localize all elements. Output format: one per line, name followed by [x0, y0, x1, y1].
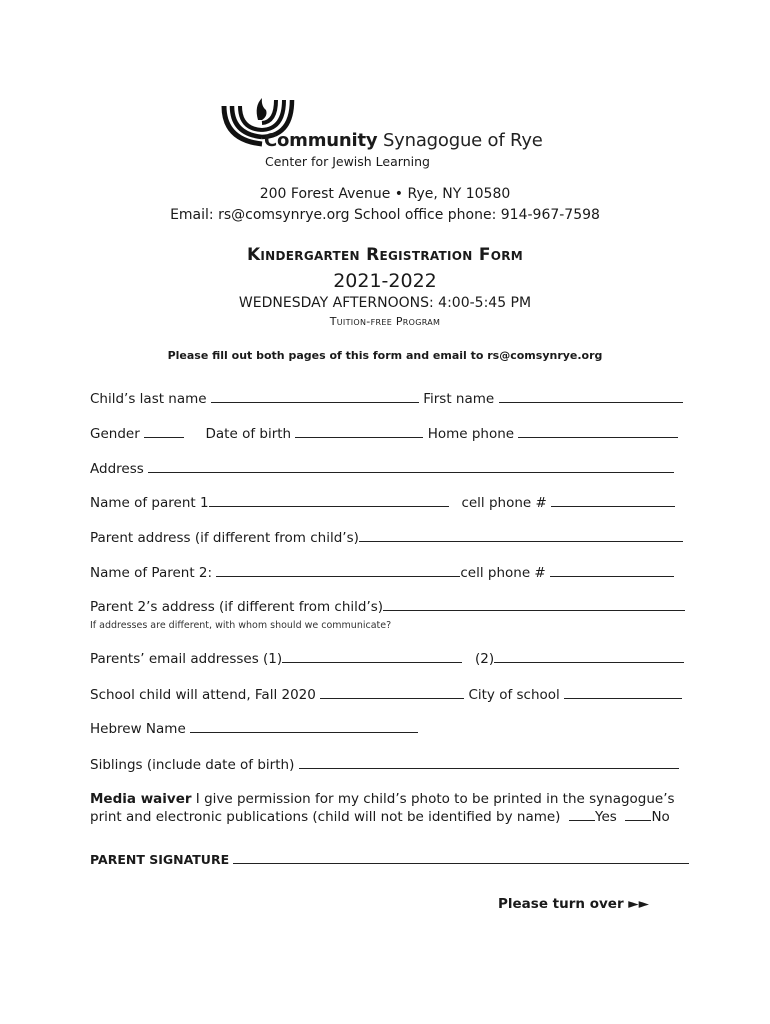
hebrew-name-label: Hebrew Name: [90, 721, 186, 737]
child-last-name-label: Child’s last name: [90, 391, 207, 407]
dob-label: Date of birth: [205, 426, 292, 442]
form-title: Kindergarten Registration Form: [246, 245, 524, 265]
child-name-row: [90, 390, 683, 407]
signature-row: [90, 851, 689, 867]
turn-over-note: Please turn over ►►: [498, 896, 650, 912]
email2-label: (2): [475, 651, 495, 667]
city-of-school-field[interactable]: [564, 686, 682, 699]
logo-name: Community Synagogue of Rye: [264, 130, 543, 151]
parent2-address-field[interactable]: [383, 598, 685, 611]
address-field[interactable]: [148, 460, 674, 473]
dob-field[interactable]: [295, 425, 423, 438]
parent-address-label: Parent address (if different from child’s): [90, 530, 359, 546]
media-waiver: [90, 790, 690, 826]
signature-field[interactable]: [233, 851, 689, 864]
instructions: Please fill out both pages of this form and email to rs@comsynrye.org: [167, 349, 603, 362]
logo-arcs-icon: [218, 92, 308, 162]
media-waiver-text: I give permission for my child’s photo to be printed in the synagogue’s print and electronic publications (child will not be identified by name): [90, 791, 675, 825]
signature-label: PARENT SIGNATURE: [90, 852, 230, 867]
logo-subtitle: Center for Jewish Learning: [265, 154, 430, 169]
hebrew-name-row: [90, 720, 418, 737]
media-waiver-label: Media waiver: [90, 791, 192, 807]
media-no-field[interactable]: [625, 808, 651, 821]
parent-address-field[interactable]: [359, 529, 683, 542]
parent2-row: [90, 564, 674, 581]
address-row: [90, 460, 674, 477]
synagogue-address: 200 Forest Avenue • Rye, NY 10580: [259, 186, 511, 202]
parent1-name-label: Name of parent 1: [90, 495, 209, 511]
child-last-name-field[interactable]: [211, 390, 419, 403]
email2-field[interactable]: [494, 650, 684, 663]
media-no-label: No: [651, 809, 670, 825]
cell-phone2-label: cell phone #: [460, 565, 546, 581]
home-phone-label: Home phone: [427, 426, 515, 442]
communicate-note: If addresses are different, with whom should we communicate?: [90, 620, 392, 631]
school-label: School child will attend, Fall 2020: [90, 687, 316, 703]
cell-phone2-field[interactable]: [550, 564, 674, 577]
siblings-row: [90, 756, 679, 773]
home-phone-field[interactable]: [518, 425, 678, 438]
parents-email-row: [90, 650, 684, 667]
parent2-address-row: [90, 598, 685, 615]
parent-address-row: [90, 529, 683, 546]
address-label: Address: [90, 461, 144, 477]
contact-info: Email: rs@comsynrye.org School office phone: 914-967-7598: [170, 207, 600, 223]
parent2-name-label: Name of Parent 2:: [90, 565, 213, 581]
synagogue-logo: [218, 92, 558, 172]
parent2-name-field[interactable]: [216, 564, 460, 577]
cell-phone1-label: cell phone #: [461, 495, 547, 511]
parent2-address-label: Parent 2’s address (if different from child’s): [90, 599, 384, 615]
parent1-name-field[interactable]: [209, 494, 449, 507]
parent1-row: [90, 494, 675, 511]
gender-label: Gender: [90, 426, 140, 442]
parents-email-label: Parents’ email addresses (1): [90, 651, 283, 667]
first-name-label: First name: [423, 391, 495, 407]
media-yes-label: Yes: [595, 809, 617, 825]
first-name-field[interactable]: [499, 390, 683, 403]
email1-field[interactable]: [282, 650, 462, 663]
school-year: 2021-2022: [333, 270, 437, 292]
siblings-label: Siblings (include date of birth): [90, 757, 295, 773]
tuition-note: Tuition-free Program: [329, 315, 441, 328]
media-yes-field[interactable]: [569, 808, 595, 821]
hebrew-name-field[interactable]: [190, 720, 418, 733]
gender-field[interactable]: [144, 425, 184, 438]
session-time: WEDNESDAY AFTERNOONS: 4:00-5:45 PM: [238, 295, 532, 311]
gender-dob-row: [90, 425, 678, 442]
school-field[interactable]: [320, 686, 464, 699]
cell-phone1-field[interactable]: [551, 494, 675, 507]
siblings-field[interactable]: [299, 756, 679, 769]
school-row: [90, 686, 682, 703]
city-of-school-label: City of school: [468, 687, 560, 703]
